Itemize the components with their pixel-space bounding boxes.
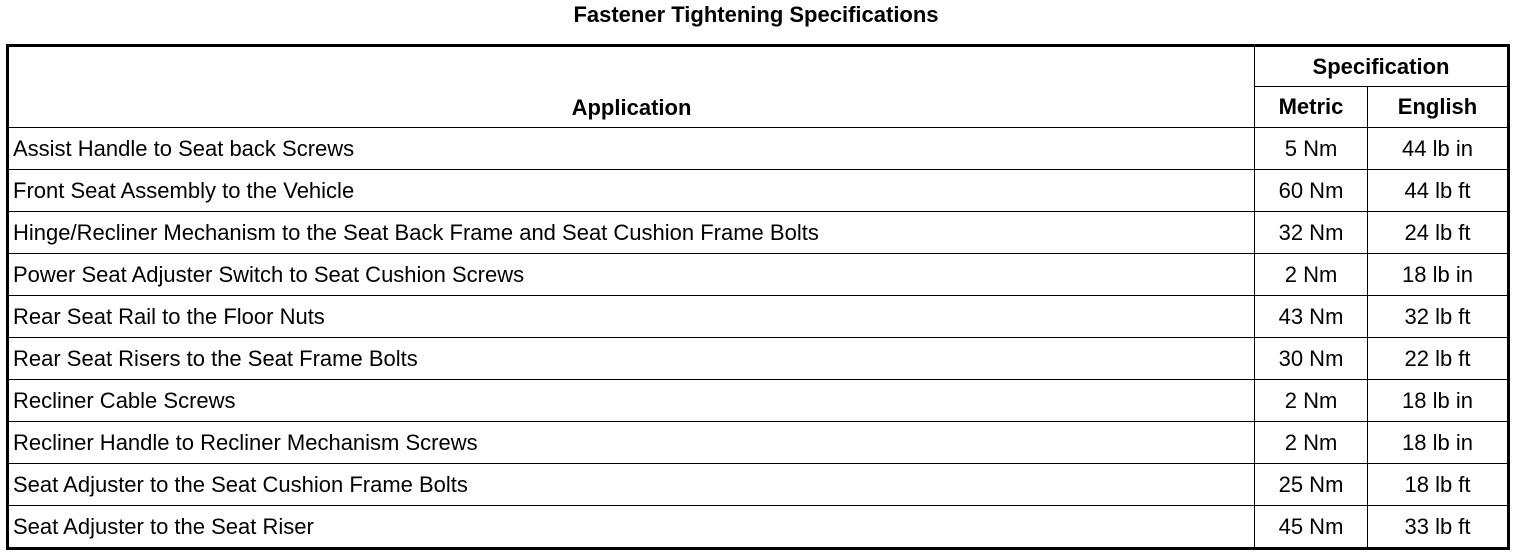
table-row: [8, 254, 1509, 296]
cell-metric: 30 Nm: [1255, 338, 1368, 380]
table-title: Fastener Tightening Specifications: [573, 2, 939, 27]
table-row: [8, 170, 1509, 212]
cell-application: Power Seat Adjuster Switch to Seat Cushion Screws: [8, 254, 1255, 296]
cell-metric: 2 Nm: [1255, 380, 1368, 422]
cell-application: Rear Seat Rail to the Floor Nuts: [8, 296, 1255, 338]
cell-application: Recliner Handle to Recliner Mechanism Screws: [8, 422, 1255, 464]
cell-english: 22 lb ft: [1368, 338, 1509, 380]
header-specification: Specification: [1255, 46, 1509, 87]
cell-metric: 2 Nm: [1255, 254, 1368, 296]
cell-metric: 43 Nm: [1255, 296, 1368, 338]
cell-english: 33 lb ft: [1368, 506, 1509, 549]
cell-metric: 25 Nm: [1255, 464, 1368, 506]
table-row: [8, 128, 1509, 170]
header-metric: Metric: [1255, 87, 1368, 128]
table-row: [8, 422, 1509, 464]
table-row: [8, 380, 1509, 422]
cell-application: Rear Seat Risers to the Seat Frame Bolts: [8, 338, 1255, 380]
cell-english: 18 lb in: [1368, 422, 1509, 464]
cell-metric: 5 Nm: [1255, 128, 1368, 170]
cell-application: Recliner Cable Screws: [8, 380, 1255, 422]
cell-metric: 60 Nm: [1255, 170, 1368, 212]
cell-english: 32 lb ft: [1368, 296, 1509, 338]
cell-english: 18 lb ft: [1368, 464, 1509, 506]
cell-application: Assist Handle to Seat back Screws: [8, 128, 1255, 170]
cell-metric: 2 Nm: [1255, 422, 1368, 464]
cell-english: 18 lb in: [1368, 254, 1509, 296]
cell-english: 24 lb ft: [1368, 212, 1509, 254]
cell-metric: 32 Nm: [1255, 212, 1368, 254]
header-application: Application: [8, 46, 1255, 128]
cell-application: Hinge/Recliner Mechanism to the Seat Back Frame and Seat Cushion Frame Bolts: [8, 212, 1255, 254]
table-row: [8, 212, 1509, 254]
table-row: [8, 338, 1509, 380]
cell-application: Seat Adjuster to the Seat Riser: [8, 506, 1255, 549]
table-row: [8, 296, 1509, 338]
cell-english: 18 lb in: [1368, 380, 1509, 422]
cell-metric: 45 Nm: [1255, 506, 1368, 549]
header-english: English: [1368, 87, 1509, 128]
cell-english: 44 lb in: [1368, 128, 1509, 170]
fastener-spec-table: [6, 44, 1510, 550]
cell-application: Front Seat Assembly to the Vehicle: [8, 170, 1255, 212]
cell-application: Seat Adjuster to the Seat Cushion Frame Bolts: [8, 464, 1255, 506]
cell-english: 44 lb ft: [1368, 170, 1509, 212]
table-row: [8, 464, 1509, 506]
table-row: [8, 506, 1509, 549]
